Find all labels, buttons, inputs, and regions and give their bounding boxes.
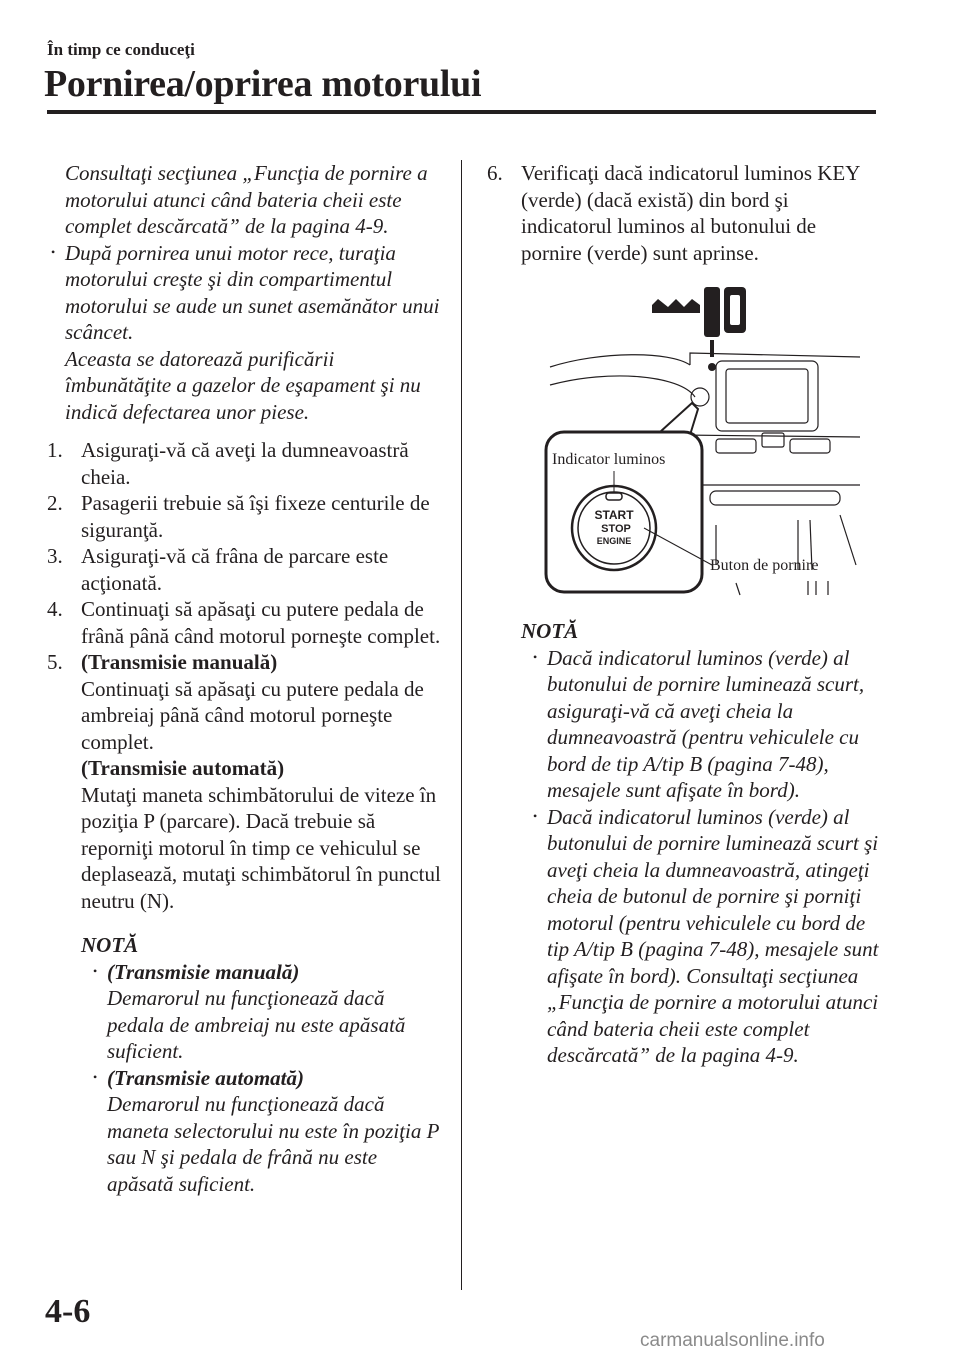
nota-left-item-2: • (Transmisie automată) Demarorul nu funcţionează dacă maneta selectorului nu este în poziţia P sau N şi pedala de frână nu este apăsată suficient. (89, 1065, 442, 1198)
cold-engine-note-cont: Aceasta se datorează purificării îmbunătăţite a gazelor de eşapament şi nu indică defectarea unor piese. (65, 346, 421, 424)
step-1: 1. Asiguraţi-vă că aveţi la dumneavoastră cheia. (47, 438, 409, 489)
dashboard-illustration (540, 285, 870, 605)
nota-right-item-1: • Dacă indicatorul luminos (verde) al butonului de pornire luminează scurt, asiguraţi-vă că aveţi cheia la dumneavoastră (pentru vehiculele cu bord de tip A/tip B (pagina 7-48), mesajele sunt afişate în bord). (529, 645, 882, 804)
intro-reference: Consultaţi secţiunea „Funcţia de pornire a motorului atunci când bateria cheii este complet descărcată” de la pagina 4-9. (65, 161, 428, 238)
svg-text:STOP: STOP (601, 523, 631, 535)
watermark: carmanualsonline.info (640, 1330, 825, 1351)
left-column (47, 160, 442, 1197)
right-notes (487, 618, 882, 1069)
nota-right-item-2: • Dacă indicatorul luminos (verde) al butonului de pornire luminează scurt şi aveţi cheia la dumneavoastră, atingeţi cheia de butonul de pornire şi porniţi motorul (pentru vehiculele cu bord de tip A/tip B (pagina 7-48), mesajele sunt afişate în bord). Consultaţi secţiunea „Funcţia de pornire a motorului atunci când bateria cheii este complet descărcată” de la pagina 4-9. (529, 804, 882, 1069)
right-column (487, 160, 882, 266)
label-button: Buton de pornire (710, 557, 819, 574)
step-5: 5. (Transmisie manuală) Continuaţi să apăsaţi cu putere pedala de ambreiaj până când motorul porneşte complet. (Transmisie automată) Mutaţi maneta schimbătorului de viteze în poziţia P (parcare). Dacă trebuie să reporniţi motorul în timp ce vehiculul se deplasează, mutaţi schimbătorul în punctul neutru (N). (47, 650, 441, 913)
step-6: 6. Verificaţi dacă indicatorul luminos KEY (verde) (dacă există) din bord şi indicatorul luminos al butonului de pornire (verde) sunt aprinse. (487, 161, 860, 265)
header-rule (47, 110, 876, 114)
cold-engine-note: • După pornirea unui motor rece, turaţia motorului creşte şi din compartimentul motorului se aude un sunet asemănător unui scâncet. (47, 240, 442, 346)
start-stop-button (572, 486, 656, 570)
page-title: Pornirea/oprirea motorului (44, 63, 482, 105)
key-indicator-icon (652, 287, 746, 371)
nota-left-item-1: • (Transmisie manuală) Demarorul nu funcţionează dacă pedala de ambreiaj nu este apăsată suficient. (89, 959, 442, 1065)
indicator-light (606, 493, 622, 500)
step-5-manual-head: (Transmisie manuală) (81, 650, 278, 674)
start-button-figure (540, 285, 870, 605)
section-header: În timp ce conduceţi (47, 40, 195, 59)
svg-text:ENGINE: ENGINE (596, 536, 632, 546)
step-5-auto-head: (Transmisie automată) (81, 756, 285, 780)
step-5-auto-text: Mutaţi maneta schimbătorului de viteze în poziţia P (parcare). Dacă trebuie să reporniţi motorul în timp ce vehiculul se deplasează, mutaţi schimbătorul în punctul neutru (N). (81, 782, 441, 913)
step-4: 4. Continuaţi să apăsaţi cu putere pedala de frână până când motorul porneşte complet. (47, 597, 441, 648)
page-number: 4-6 (45, 1293, 91, 1330)
label-indicator: Indicator luminos (552, 451, 666, 468)
step-3: 3. Asiguraţi-vă că frâna de parcare este acţionată. (47, 544, 389, 595)
column-divider (461, 160, 462, 1290)
step-2: 2. Pasagerii trebuie să îşi fixeze centurile de siguranţă. (47, 491, 430, 542)
svg-text:START: START (594, 508, 634, 522)
nota-heading-left: NOTĂ (81, 933, 139, 957)
step-5-manual-text: Continuaţi să apăsaţi cu putere pedala de ambreiaj până când motorul porneşte complet. (81, 676, 424, 754)
nota-heading-right: NOTĂ (521, 619, 579, 643)
